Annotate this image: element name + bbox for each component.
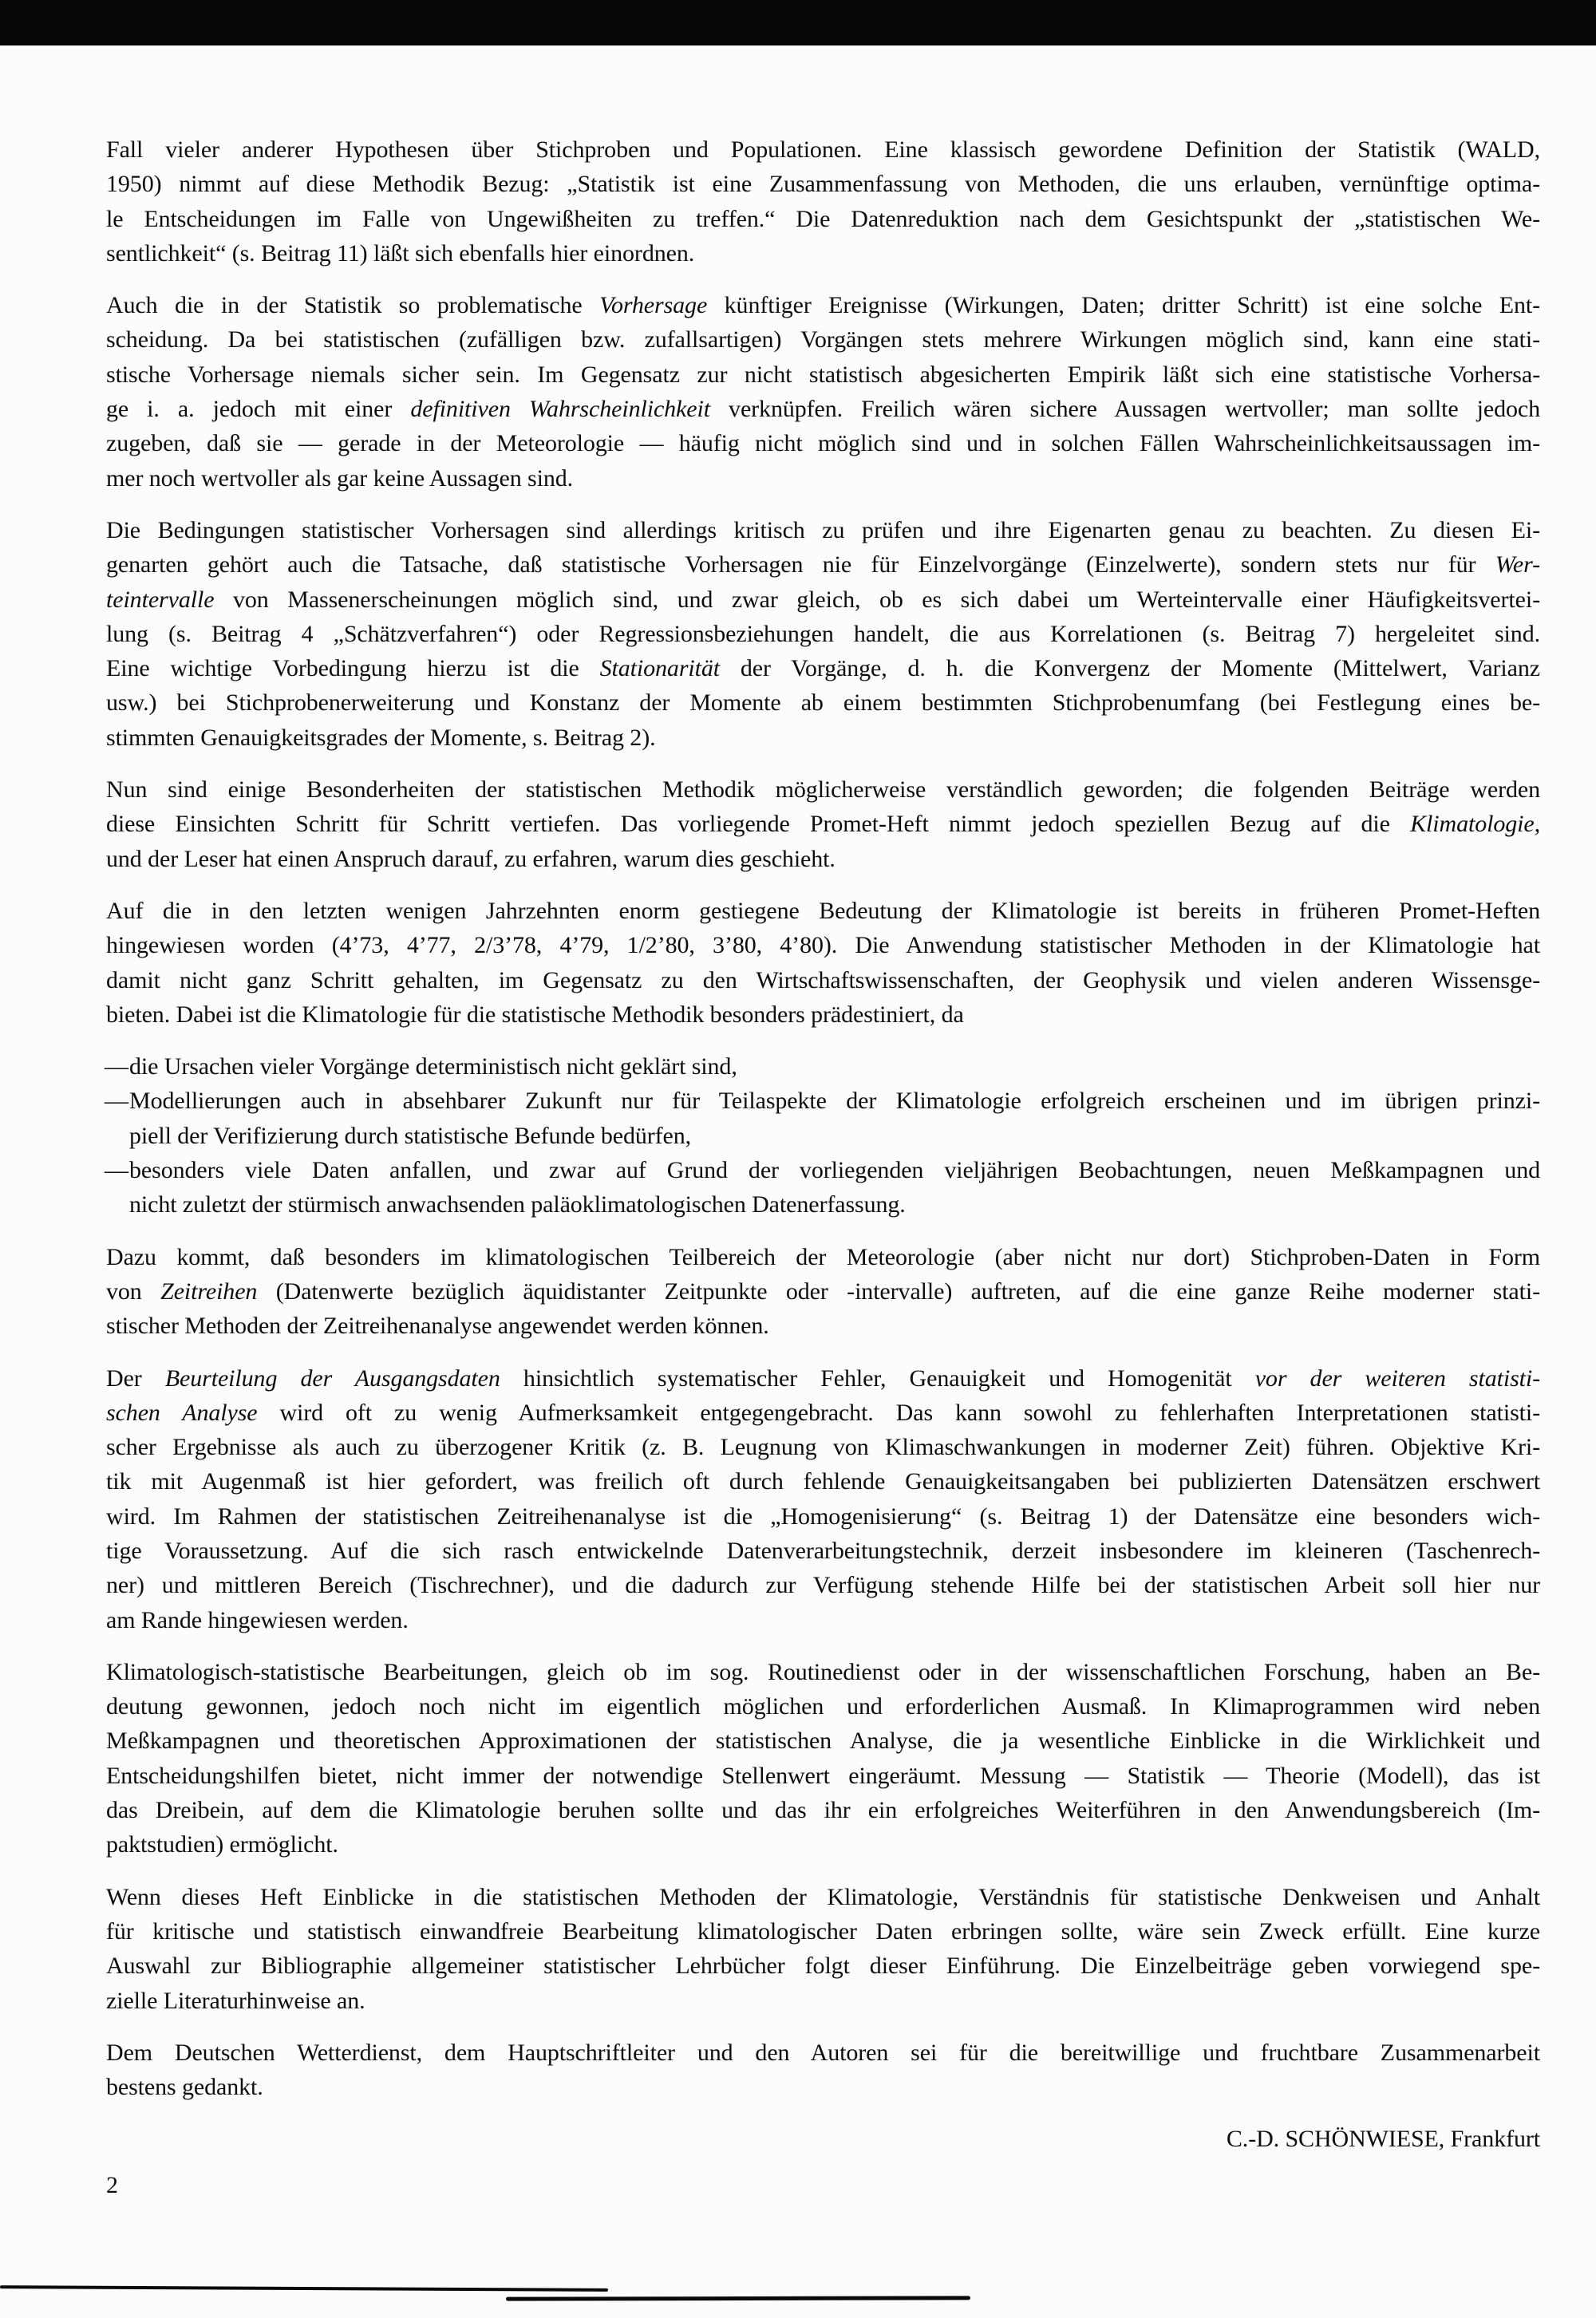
text-line: Eine wichtige Vorbedingung hierzu ist die Stationarität der Vorgänge, d. h. die Konvergenz der Momente (Mittelwert, Varianz: [106, 655, 1540, 682]
text-line: Auch die in der Statistik so problematische Vorhersage künftiger Ereignisse (Wirkungen, Daten; dritter Schritt) ist eine solche Ent-: [106, 292, 1540, 319]
document-body: [106, 132, 1540, 2202]
text-line: bieten. Dabei ist die Klimatologie für die statistische Methodik besonders prädestiniert, da: [106, 1001, 964, 1028]
bottom-scan-artifact-line-2: [506, 2296, 970, 2300]
text-line: Fall vieler anderer Hypothesen über Stichproben und Populationen. Eine klassisch gewordene Definition der Statistik (WALD,: [106, 136, 1540, 163]
text-line: tik mit Augenmaß ist hier gefordert, was freilich oft durch fehlende Genauigkeitsangaben bei publizierten Datensätzen erschwert: [106, 1468, 1540, 1495]
text-line: Auf die in den letzten wenigen Jahrzehnten enorm gestiegene Bedeutung der Klimatologie ist bereits in früheren Promet-Heften: [106, 897, 1540, 924]
text-line: tige Voraussetzung. Auf die sich rasch entwickelnde Datenverarbeitungstechnik, derzeit insbesondere im kleineren (Taschenrech-: [106, 1537, 1540, 1564]
text-line: nicht zuletzt der stürmisch anwachsenden paläoklimatologischen Datenerfassung.: [129, 1191, 906, 1218]
text-line: die Ursachen vieler Vorgänge deterministisch nicht geklärt sind,: [129, 1053, 737, 1080]
text-line: stischer Methoden der Zeitreihenanalyse angewendet werden können.: [106, 1313, 769, 1340]
text-line: für kritische und statistisch einwandfreie Bearbeitung klimatologischer Daten erbringen sollte, wäre sein Zweck erfüllt. Eine kurze: [106, 1917, 1540, 1945]
text-line: ner) und mittleren Bereich (Tischrechner), und die dadurch zur Verfügung stehende Hilfe bei der statistischen Arbeit soll hier nur: [106, 1572, 1540, 1599]
text-line: besonders viele Daten anfallen, und zwar auf Grund der vorliegenden vieljährigen Beobachtungen, neuen Meßkampagnen und: [129, 1157, 1540, 1184]
text-line: teintervalle von Massenerscheinungen möglich sind, und zwar gleich, ob es sich dabei um Werteintervalle einer Häufigkeitsvertei-: [106, 586, 1540, 613]
paragraph: [106, 1361, 1540, 1637]
text-line: Wenn dieses Heft Einblicke in die statistischen Methoden der Klimatologie, Verständnis für statistische Denkweisen und Anhalt: [106, 1883, 1540, 1910]
text-line: Nun sind einige Besonderheiten der statistischen Methodik möglicherweise verständlich geworden; die folgenden Beiträge werden: [106, 776, 1540, 804]
text-line: le Entscheidungen im Falle von Ungewißheiten zu treffen.“ Die Datenreduktion nach dem Gesichtspunkt der „statistischen We-: [106, 205, 1540, 232]
text-line: mer noch wertvoller als gar keine Aussagen sind.: [106, 464, 574, 492]
text-line: genarten gehört auch die Tatsache, daß statistische Vorhersagen nie für Einzelvorgänge (Einzelwerte), sondern stets nur für Wer-: [106, 551, 1540, 579]
text-line: Modellierungen auch in absehbarer Zukunft nur für Teilaspekte der Klimatologie erfolgreich erscheinen und im übrigen prinzi-: [129, 1088, 1540, 1115]
text-line: das Dreibein, auf dem die Klimatologie beruhen sollte und das ihr ein erfolgreiches Weiterführen in den Anwendungsbereich (Im-: [106, 1797, 1540, 1824]
paragraph: [106, 1240, 1540, 1344]
text-line: ge i. a. jedoch mit einer definitiven Wahrscheinlichkeit verknüpfen. Freilich wären sichere Aussagen wertvoller; man sollte jedoch: [106, 396, 1540, 423]
bullet-list: [106, 1049, 1540, 1222]
list-item-lines: [129, 1049, 1540, 1084]
bottom-scan-artifact-line-1: [0, 2285, 608, 2292]
text-line: zielle Literaturhinweise an.: [106, 1987, 365, 2014]
text-line: hingewiesen worden (4’73, 4’77, 2/3’78, 4’79, 1/2’80, 3’80, 4’80). Die Anwendung statistischer Methoden in der Klimatologie hat: [106, 932, 1540, 959]
text-line: Die Bedingungen statistischer Vorhersagen sind allerdings kritisch zu prüfen und ihre Eigenarten genau zu beachten. Zu diesen Ei-: [106, 516, 1540, 543]
paragraph: [106, 1655, 1540, 1862]
text-line: lung (s. Beitrag 4 „Schätzverfahren“) oder Regressionsbeziehungen handelt, die aus Korrelationen (s. Beitrag 7) hergeleitet sind.: [106, 620, 1540, 647]
text-line: Der Beurteilung der Ausgangsdaten hinsichtlich systematischer Fehler, Genauigkeit und Homogenität vor der weiteren statisti-: [106, 1364, 1540, 1392]
text-line: stimmten Genauigkeitsgrades der Momente, s. Beitrag 2).: [106, 724, 656, 751]
text-line: schen Analyse wird oft zu wenig Aufmerksamkeit entgegengebracht. Das kann sowohl zu fehlerhaften Interpretationen statisti-: [106, 1399, 1541, 1426]
text-line: Auswahl zur Bibliographie allgemeiner statistischer Lehrbücher folgt dieser Einführung. Die Einzelbeiträge geben vorwiegend spe-: [106, 1953, 1540, 1980]
text-line: Entscheidungshilfen bietet, nicht immer der notwendige Stellenwert eingeräumt. Messung — Statistik — Theorie (Modell), das ist: [106, 1762, 1540, 1789]
paragraph: [106, 288, 1540, 496]
text-line: sentlichkeit“ (s. Beitrag 11) läßt sich ebenfalls hier einordnen.: [106, 239, 695, 267]
page-number: 2: [106, 2171, 118, 2198]
paragraph: [106, 132, 1540, 270]
list-item-lines: [129, 1153, 1540, 1222]
paragraph: [106, 513, 1540, 755]
dash-bullet-marker: —: [105, 1053, 128, 1080]
text-line: scher Ergebnisse als auch zu überzogener Kritik (z. B. Leugnung von Klimaschwankungen in moderner Zeit) führen. Objektive Kri-: [106, 1434, 1540, 1461]
text-line: wird. Im Rahmen der statistischen Zeitreihenanalyse ist die „Homogenisierung“ (s. Beitrag 1) der Datensätze eine besonders wich-: [106, 1503, 1540, 1530]
text-line: scheidung. Da bei statistischen (zufälligen bzw. zufallsartigen) Vorgängen stets mehrere Wirkungen möglich sind, kann eine stati-: [106, 326, 1540, 353]
text-line: diese Einsichten Schritt für Schritt vertiefen. Das vorliegende Promet-Heft nimmt jedoch speziellen Bezug auf die Klimatologie,: [106, 811, 1540, 838]
paragraph: [106, 2036, 1540, 2105]
text-line: am Rande hingewiesen werden.: [106, 1606, 409, 1633]
text-line: von Zeitreihen (Datenwerte bezüglich äquidistanter Zeitpunkte oder -intervalle) auftreten, auf die eine ganze Reihe moderner stati-: [106, 1277, 1540, 1305]
paragraph: [106, 1880, 1540, 2018]
text-line: Dazu kommt, daß besonders im klimatologischen Teilbereich der Meteorologie (aber nicht nur dort) Stichproben-Daten in Form: [106, 1243, 1540, 1270]
text-line: damit nicht ganz Schritt gehalten, im Gegensatz zu den Wirtschaftswissenschaften, der Geophysik und vielen anderen Wissensge-: [106, 966, 1540, 993]
list-item: [106, 1084, 1540, 1153]
paragraph: [106, 772, 1540, 876]
list-item: [106, 1153, 1540, 1222]
text-line: usw.) bei Stichprobenerweiterung und Konstanz der Momente ab einem bestimmten Stichprobenumfang (bei Festlegung eines be-: [106, 689, 1540, 717]
text-line: stische Vorhersage niemals sicher sein. Im Gegensatz zur nicht statistisch abgesicherten Empirik läßt sich eine statistische Vorhersa-: [106, 361, 1540, 388]
list-item-lines: [129, 1084, 1540, 1153]
text-line: Dem Deutschen Wetterdienst, dem Hauptschriftleiter und den Autoren sei für die bereitwillige und fruchtbare Zusammenarbeit: [106, 2039, 1540, 2066]
text-line: paktstudien) ermöglicht.: [106, 1831, 338, 1858]
text-line: Klimatologisch-statistische Bearbeitungen, gleich ob im sog. Routinedienst oder in der wissenschaftlichen Forschung, haben an Be-: [106, 1658, 1540, 1685]
text-line: 1950) nimmt auf diese Methodik Bezug: „Statistik ist eine Zusammenfassung von Methoden, die uns erlauben, vernünftige optima-: [106, 171, 1540, 198]
text-line: deutung gewonnen, jedoch noch nicht im eigentlich möglichen und erforderlichen Ausmaß. In Klimaprogrammen wird neben: [106, 1693, 1540, 1720]
dash-bullet-marker: —: [105, 1157, 128, 1184]
text-line: und der Leser hat einen Anspruch darauf, zu erfahren, warum dies geschieht.: [106, 845, 836, 872]
top-scan-bar: [0, 0, 1596, 45]
text-line: Meßkampagnen und theoretischen Approximationen der statistischen Analyse, die ja wesentliche Einblicke in die Wirklichkeit und: [106, 1728, 1540, 1755]
text-line: zugeben, daß sie — gerade in der Meteorologie — häufig nicht möglich sind und in solchen Fällen Wahrscheinlichkeitsaussagen im-: [106, 430, 1540, 457]
list-item: [106, 1049, 1540, 1084]
paragraph: [106, 894, 1540, 1032]
dash-bullet-marker: —: [105, 1088, 128, 1115]
author-signature: C.-D. SCHÖNWIESE, Frankfurt: [1226, 2126, 1540, 2153]
text-line: bestens gedankt.: [106, 2074, 263, 2101]
text-line: piell der Verifizierung durch statistische Befunde bedürfen,: [129, 1122, 692, 1149]
